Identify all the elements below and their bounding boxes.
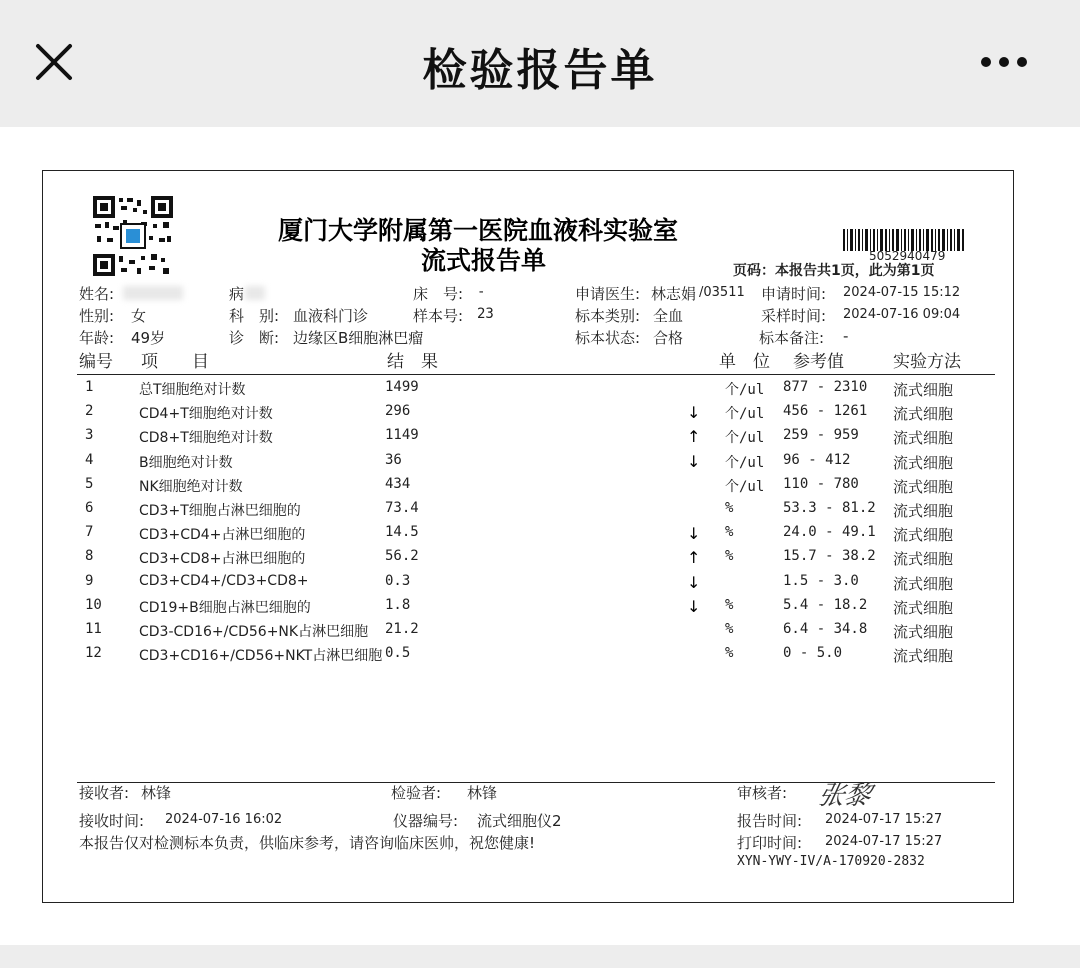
row-method: 流式细胞 xyxy=(893,526,954,545)
row-flag: ↑ xyxy=(687,427,701,447)
apply-time-label: 申请时间: xyxy=(761,285,827,303)
row-result: 434 xyxy=(385,475,411,492)
row-result: 296 xyxy=(385,403,411,420)
page-title: 检验报告单 xyxy=(422,45,658,96)
row-flag: ↓ xyxy=(687,596,701,616)
row-ref: 6.4 - 34.8 xyxy=(783,621,868,637)
row-item: B细胞绝对计数 xyxy=(139,454,233,471)
row-item: CD3+CD4+/CD3+CD8+ xyxy=(139,572,309,589)
receive-time-value: 2024-07-16 16:02 xyxy=(165,812,283,827)
row-method: 流式细胞 xyxy=(893,453,954,472)
name-label: 姓名: xyxy=(79,285,115,303)
row-item: NK细胞绝对计数 xyxy=(139,478,243,495)
receiver-label: 接收者: xyxy=(79,784,130,802)
note-label: 标本备注: xyxy=(759,329,825,347)
col-item: 项 目 xyxy=(141,352,209,372)
top-nav-bar xyxy=(0,0,1080,127)
row-method: 流式细胞 xyxy=(893,381,954,399)
ward-redacted xyxy=(245,286,265,300)
row-ref: 96 - 412 xyxy=(783,451,851,468)
sample-no-value: 23 xyxy=(477,306,494,322)
row-method: 流式细胞 xyxy=(893,502,954,520)
row-no: 10 xyxy=(85,596,102,613)
barcode-icon xyxy=(843,229,965,251)
row-no: 11 xyxy=(85,621,102,637)
row-ref: 5.4 - 18.2 xyxy=(783,596,868,613)
row-unit: 个/ul xyxy=(725,478,765,495)
instrument-label: 仪器编号: xyxy=(393,812,459,830)
content-area xyxy=(0,127,1080,945)
diag-value: 边缘区B细胞淋巴瘤 xyxy=(293,329,424,347)
row-flag: ↓ xyxy=(687,451,701,471)
doc-code: XYN-YWY-IV/A-170920-2832 xyxy=(737,854,925,869)
row-item: CD3+CD4+占淋巴细胞的 xyxy=(139,527,306,544)
col-unit: 单 位 xyxy=(719,352,770,372)
row-unit: 个/ul xyxy=(725,406,765,423)
row-result: 1499 xyxy=(385,379,419,395)
reviewer-label: 审核者: xyxy=(737,784,788,802)
row-flag: ↓ xyxy=(687,524,701,544)
print-time-value: 2024-07-17 15:27 xyxy=(825,834,943,849)
row-item: CD3+CD16+/CD56+NKT占淋巴细胞 xyxy=(139,648,383,665)
disclaimer: 本报告仅对检测标本负责，供临床参考，请咨询临床医帅，祝您健康! xyxy=(79,834,536,852)
age-label: 年龄: xyxy=(79,329,115,347)
row-no: 4 xyxy=(85,451,94,468)
print-time-label: 打印时间: xyxy=(737,834,803,852)
row-result: 0.5 xyxy=(385,645,411,662)
row-ref: 15.7 - 38.2 xyxy=(783,548,876,565)
row-unit: % xyxy=(725,524,734,541)
row-no: 1 xyxy=(85,379,94,395)
row-unit: % xyxy=(725,548,734,565)
row-flag: ↑ xyxy=(687,548,701,568)
sample-time-label: 采样时间: xyxy=(761,307,827,325)
row-result: 14.5 xyxy=(385,524,419,541)
hospital-name: 厦门大学附属第一医院血液科实验室 xyxy=(278,216,679,245)
dept-label: 科 别: xyxy=(229,307,280,325)
name-redacted xyxy=(123,286,183,300)
report-name: 流式报告单 xyxy=(421,246,547,275)
row-ref: 110 - 780 xyxy=(783,475,859,492)
row-item: CD4+T细胞绝对计数 xyxy=(139,406,273,423)
sample-type-label: 标本类别: xyxy=(575,307,641,325)
report-image[interactable] xyxy=(42,170,1014,903)
col-no: 编号 xyxy=(79,352,113,372)
col-ref: 参考值 xyxy=(793,352,844,372)
row-method: 流式细胞 xyxy=(893,623,954,641)
age-value: 49岁 xyxy=(131,329,166,347)
sex-value: 女 xyxy=(131,307,147,325)
reviewer-signature: 张黎 xyxy=(815,781,874,811)
receive-time-label: 接收时间: xyxy=(79,812,145,830)
row-item: CD3-CD16+/CD56+NK占淋巴细胞 xyxy=(139,624,369,640)
row-result: 73.4 xyxy=(385,500,419,516)
bed-label: 床 号: xyxy=(413,285,464,303)
row-method: 流式细胞 xyxy=(893,477,954,496)
diag-label: 诊 断: xyxy=(229,329,280,347)
row-result: 56.2 xyxy=(385,548,419,565)
row-unit: % xyxy=(725,596,734,613)
row-unit: % xyxy=(725,645,734,662)
row-result: 1.8 xyxy=(385,596,411,613)
apply-time-value: 2024-07-15 15:12 xyxy=(843,285,961,300)
row-no: 8 xyxy=(85,548,94,565)
report-time-value: 2024-07-17 15:27 xyxy=(825,812,943,827)
row-item: CD3+T细胞占淋巴细胞的 xyxy=(139,503,301,519)
row-item: CD19+B细胞占淋巴细胞的 xyxy=(139,599,311,616)
status-label: 标本状态: xyxy=(575,329,641,347)
report-time-label: 报告时间: xyxy=(737,812,803,830)
row-no: 7 xyxy=(85,524,94,541)
qr-code-icon xyxy=(93,196,173,276)
row-ref: 53.3 - 81.2 xyxy=(783,500,876,516)
col-result: 结 果 xyxy=(387,352,438,372)
row-ref: 1.5 - 3.0 xyxy=(783,572,859,589)
dept-value: 血液科门诊 xyxy=(293,307,369,325)
col-method: 实验方法 xyxy=(893,352,961,372)
row-ref: 259 - 959 xyxy=(783,427,859,444)
row-ref: 24.0 - 49.1 xyxy=(783,524,876,541)
row-method: 流式细胞 xyxy=(893,405,954,424)
row-result: 36 xyxy=(385,451,402,468)
row-no: 6 xyxy=(85,500,94,516)
row-unit: % xyxy=(725,500,734,516)
row-result: 0.3 xyxy=(385,572,411,589)
row-item: 总T细胞绝对计数 xyxy=(139,382,246,398)
row-unit: % xyxy=(725,621,734,637)
row-unit: 个/ul xyxy=(725,454,765,471)
header-divider xyxy=(77,374,995,375)
tester-label: 检验者: xyxy=(391,784,442,802)
row-method: 流式细胞 xyxy=(893,574,954,593)
page-info: 页码：本报告共1页，此为第1页 xyxy=(733,263,935,279)
row-unit: 个/ul xyxy=(725,430,765,447)
row-no: 2 xyxy=(85,403,94,420)
instrument-value: 流式细胞仪2 xyxy=(477,812,562,830)
row-flag: ↓ xyxy=(687,572,701,592)
row-no: 3 xyxy=(85,427,94,444)
barcode-number: 5052940479 xyxy=(869,249,946,263)
doctor-id: /03511 xyxy=(699,285,745,300)
bed-value: - xyxy=(477,284,486,300)
row-item: CD3+CD8+占淋巴细胞的 xyxy=(139,551,306,568)
row-result: 1149 xyxy=(385,427,419,444)
row-ref: 877 - 2310 xyxy=(783,379,868,395)
sample-no-label: 样本号: xyxy=(413,307,464,325)
row-method: 流式细胞 xyxy=(893,647,954,666)
sex-label: 性别: xyxy=(79,307,115,325)
row-ref: 456 - 1261 xyxy=(783,403,868,420)
ward-label: 病 xyxy=(229,285,245,303)
receiver-value: 林锋 xyxy=(141,784,172,802)
sample-time-value: 2024-07-16 09:04 xyxy=(843,307,961,322)
row-no: 9 xyxy=(85,572,94,589)
row-flag: ↓ xyxy=(687,403,701,423)
status-value: 合格 xyxy=(653,329,684,347)
row-unit: 个/ul xyxy=(725,382,765,398)
row-ref: 0 - 5.0 xyxy=(783,645,843,662)
note-value: - xyxy=(843,327,849,345)
row-method: 流式细胞 xyxy=(893,598,954,617)
row-result: 21.2 xyxy=(385,621,419,637)
row-method: 流式细胞 xyxy=(893,429,954,448)
row-no: 12 xyxy=(85,645,102,662)
more-horizontal-icon xyxy=(972,40,1036,84)
doctor-label: 申请医生: xyxy=(575,285,641,303)
row-item: CD8+T细胞绝对计数 xyxy=(139,430,273,447)
sample-type-value: 全血 xyxy=(653,307,684,325)
doctor-value: 林志娟 xyxy=(651,285,697,303)
row-method: 流式细胞 xyxy=(893,550,954,569)
tester-value: 林锋 xyxy=(467,784,498,802)
row-no: 5 xyxy=(85,475,94,492)
more-button[interactable] xyxy=(972,40,1036,84)
